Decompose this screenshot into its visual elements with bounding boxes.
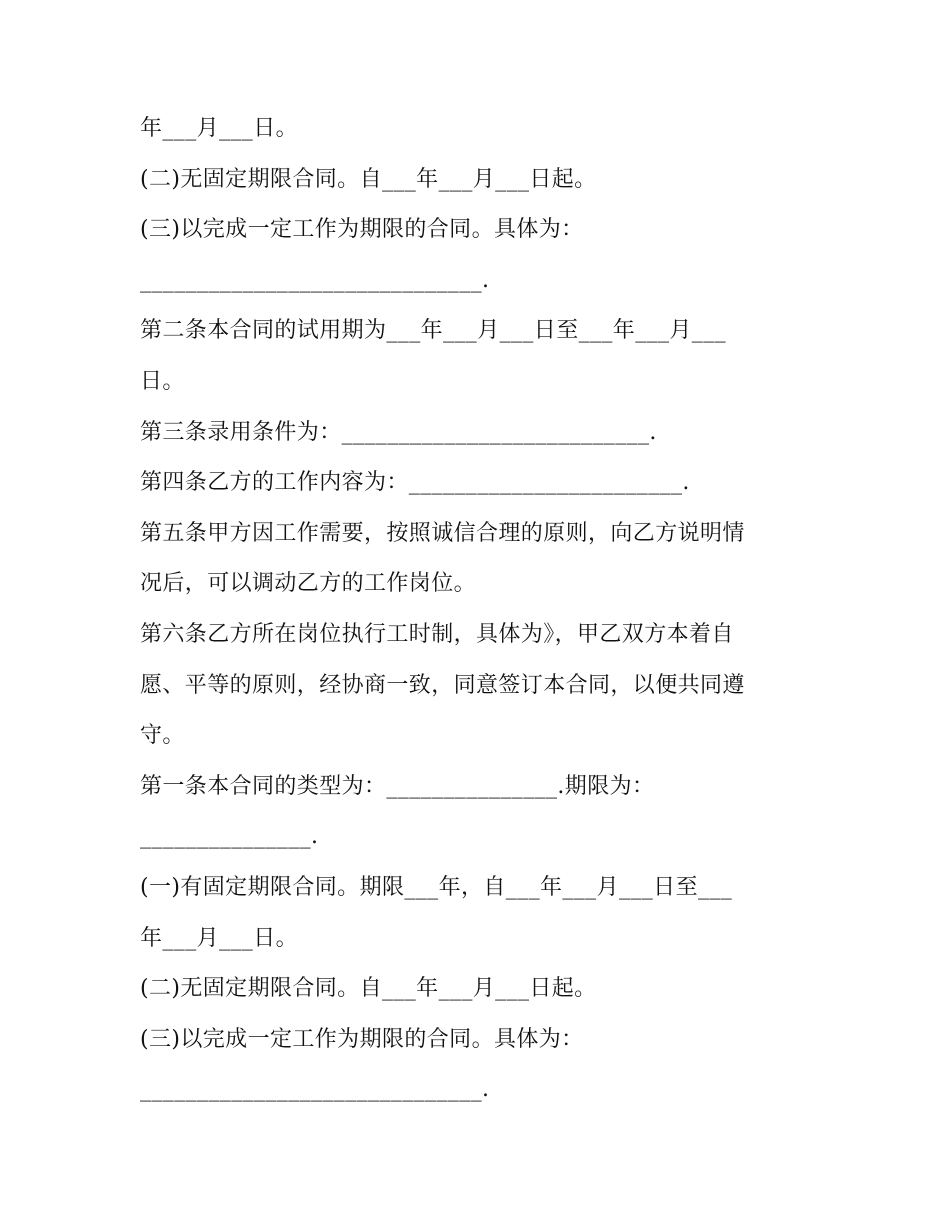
text-line: 第四条乙方的工作内容为：________________________. <box>140 470 690 496</box>
text-line: 年___月___日。 <box>140 925 299 951</box>
text-line: ______________________________. <box>140 1077 490 1103</box>
text-line: 第一条本合同的类型为：_______________.期限为： <box>140 773 655 799</box>
text-line: (三)以完成一定工作为期限的合同。具体为： <box>140 1026 584 1052</box>
text-line: ______________________________. <box>140 267 490 293</box>
text-line: _______________. <box>140 824 319 850</box>
text-line: 年___月___日。 <box>140 116 299 141</box>
text-line: 愿、平等的原则，经协商一致，同意签订本合同，以便共同遵 <box>140 672 745 698</box>
text-line: 第三条录用条件为：___________________________. <box>140 419 657 445</box>
text-line: 守。 <box>140 723 185 749</box>
text-line: (一)有固定期限合同。期限___年，自___年___月___日至___ <box>140 874 733 900</box>
text-line: (三)以完成一定工作为期限的合同。具体为： <box>140 217 584 243</box>
text-line: (二)无固定期限合同。自___年___月___日起。 <box>140 166 597 192</box>
text-line: 第六条乙方所在岗位执行工时制，具体为》，甲乙双方本着自 <box>140 621 734 647</box>
text-line: (二)无固定期限合同。自___年___月___日起。 <box>140 976 597 1002</box>
text-line: 况后，可以调动乙方的工作岗位。 <box>140 571 477 597</box>
text-line: 第五条甲方因工作需要，按照诚信合理的原则，向乙方说明情 <box>140 520 745 546</box>
text-line: 日。 <box>140 368 185 394</box>
document-body <box>140 104 830 1116</box>
text-line: 第二条本合同的试用期为___年___月___日至___年___月___ <box>140 318 727 344</box>
